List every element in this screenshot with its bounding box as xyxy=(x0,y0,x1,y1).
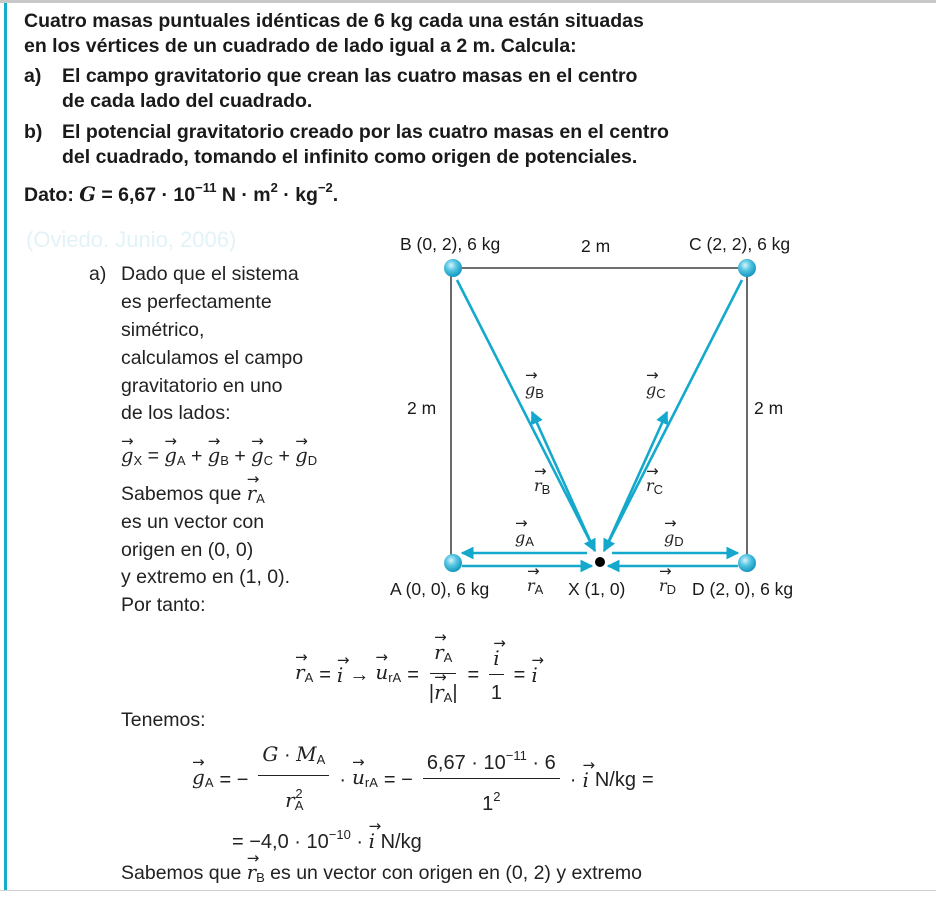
r-line-3: y extremo en (1, 0). xyxy=(121,566,291,588)
vector-u-ra: → $u_{rA}$ xyxy=(352,765,378,795)
vector-u-ra: → $u_{rA}$ xyxy=(375,660,401,690)
solution-a-line-3: simétrico, xyxy=(121,319,205,341)
vector-r-a: → $r_A$ xyxy=(247,482,265,511)
ghost-source-text: (Oviedo. Junio, 2006) xyxy=(26,227,237,252)
item-b-line-1: El potencial gravitatorio creado por las cuatro masas en el centro xyxy=(62,121,669,143)
unit-vector-equation: → $r_A$ = → i → → $u_{rA}$ = → $\frac{r_A}{|\to r_A|}$ = → $\frac{i}{1}$ = → i xyxy=(295,640,538,710)
statement-line-2: en los vértices de un cuadrado de lado igual a 2 m. Calcula: xyxy=(24,35,577,57)
label-c: C (2, 2), 6 kg xyxy=(689,234,791,254)
solution-a-line-2: es perfectamente xyxy=(121,291,272,313)
solution-a-line-1: Dado que el sistema xyxy=(121,263,299,285)
vector-g-a: → $g_A$ xyxy=(192,765,213,795)
fraction-ra-over-norm: → $\frac{r_A}{|\to r_A|}$ xyxy=(429,640,458,710)
r-line-2: origen en (0, 0) xyxy=(121,539,254,561)
diagram-label-ga: → $g_A$ xyxy=(515,526,534,554)
item-a-marker: a) xyxy=(24,65,42,87)
diagram-label-rc: → $r_C$ xyxy=(646,474,663,502)
ga-units: N/kg xyxy=(594,769,636,791)
statement-line-1: Cuatro masas puntuales idénticas de 6 kg cada una están situadas xyxy=(24,10,644,32)
dato-m-exp: 2 xyxy=(270,180,278,195)
dato-units: N · m xyxy=(216,184,271,206)
diagram-label-gb: → $g_B$ xyxy=(525,378,544,406)
vector-r-b: → $r_B$ xyxy=(247,861,265,890)
label-d: D (2, 0), 6 kg xyxy=(692,579,794,599)
vector-i-result: → i xyxy=(531,663,537,687)
diagram-label-rd: → $r_D$ xyxy=(659,574,676,602)
dato-kg-exp: −2 xyxy=(317,180,333,195)
label-left-side: 2 m xyxy=(407,398,437,418)
ga-equation: → $g_A$ = − $\frac{G \cdot M_A}{r_A^2}$ · → $u_{rA}$ = − $\frac{6,67 \cdot 10^{-11} \cdot 6}{1^2}$ · → i N/kg = xyxy=(192,742,654,818)
label-right-side: 2 m xyxy=(754,398,784,418)
vector-g-a: → $g_A$ xyxy=(164,444,185,473)
dato-kg: · kg xyxy=(277,184,318,206)
sabemos-line-2: Sabemos que → $r_B$ es un vector con origen en (0, 2) y extremo xyxy=(121,861,642,890)
point-x xyxy=(595,557,605,567)
solution-a-line-6: de los lados: xyxy=(121,402,231,424)
implies-arrow: → xyxy=(349,664,370,686)
dato-G: G xyxy=(79,183,96,206)
vector-g-b: → $g_B$ xyxy=(208,444,229,473)
diagram-label-gd: → $g_D$ xyxy=(664,526,684,554)
diagram-label-rb: → $r_B$ xyxy=(534,474,550,502)
por-tanto: Por tanto: xyxy=(121,594,206,616)
ga-result: = $-4,0 \cdot 10^{-10}$ · → i N/kg xyxy=(232,823,422,854)
dato-exp: −11 xyxy=(195,180,217,195)
vector-i: → i xyxy=(369,829,375,853)
item-a-line-2: de cada lado del cuadrado. xyxy=(62,90,313,112)
fraction-i-over-one: → $\frac{i}{1}$ xyxy=(489,646,503,705)
fraction-gm-over-r2: $\frac{G \cdot M_A}{r_A^2}$ xyxy=(258,742,329,818)
label-x: X (1, 0) xyxy=(568,579,626,599)
item-b-marker: b) xyxy=(24,121,43,143)
vector-g-d: → $g_D$ xyxy=(295,444,317,473)
label-top-side: 2 m xyxy=(581,236,611,256)
sabemos-line-1: Sabemos que → $r_A$ xyxy=(121,482,265,511)
mass-d-ball xyxy=(738,554,756,572)
item-b-line-2: del cuadrado, tomando el infinito como origen de potenciales. xyxy=(62,146,638,168)
vector-g-x: → $g_X$ xyxy=(121,444,142,473)
dato-eq: = 6,67 · 10 xyxy=(95,184,196,206)
mass-a-ball xyxy=(444,554,462,572)
label-b: B (0, 2), 6 kg xyxy=(400,234,501,254)
dato-end: . xyxy=(332,184,339,206)
mass-c-ball xyxy=(738,259,756,277)
label-a: A (0, 0), 6 kg xyxy=(390,579,490,599)
vector-i: → i xyxy=(337,663,343,687)
field-sum-equation: → $g_X$ = → $g_A$ + → $g_B$ + → $g_C$ + → $g_D$ xyxy=(121,444,317,473)
diagram-label-ra: → $r_A$ xyxy=(527,574,543,602)
solution-a-marker: a) xyxy=(89,263,107,285)
fraction-numeric: $\frac{6,67 \cdot 10^{-11} \cdot 6}{1^2}$ xyxy=(423,744,560,816)
dato-label: Dato: xyxy=(24,184,74,206)
item-a-line-1: El campo gravitatorio que crean las cuatro masas en el centro xyxy=(62,65,638,87)
r-line-1: es un vector con xyxy=(121,511,265,533)
vector-i: → i xyxy=(582,768,588,792)
mass-b-ball xyxy=(444,259,462,277)
diagram-label-gc: → $g_C$ xyxy=(646,378,666,406)
vector-r-a: → $r_A$ xyxy=(295,660,313,690)
solution-a-line-4: calculamos el campo xyxy=(121,347,304,369)
tenemos: Tenemos: xyxy=(121,709,206,731)
vector-g-c: → $g_C$ xyxy=(251,444,273,473)
solution-a-line-5: gravitatorio en uno xyxy=(121,375,283,397)
